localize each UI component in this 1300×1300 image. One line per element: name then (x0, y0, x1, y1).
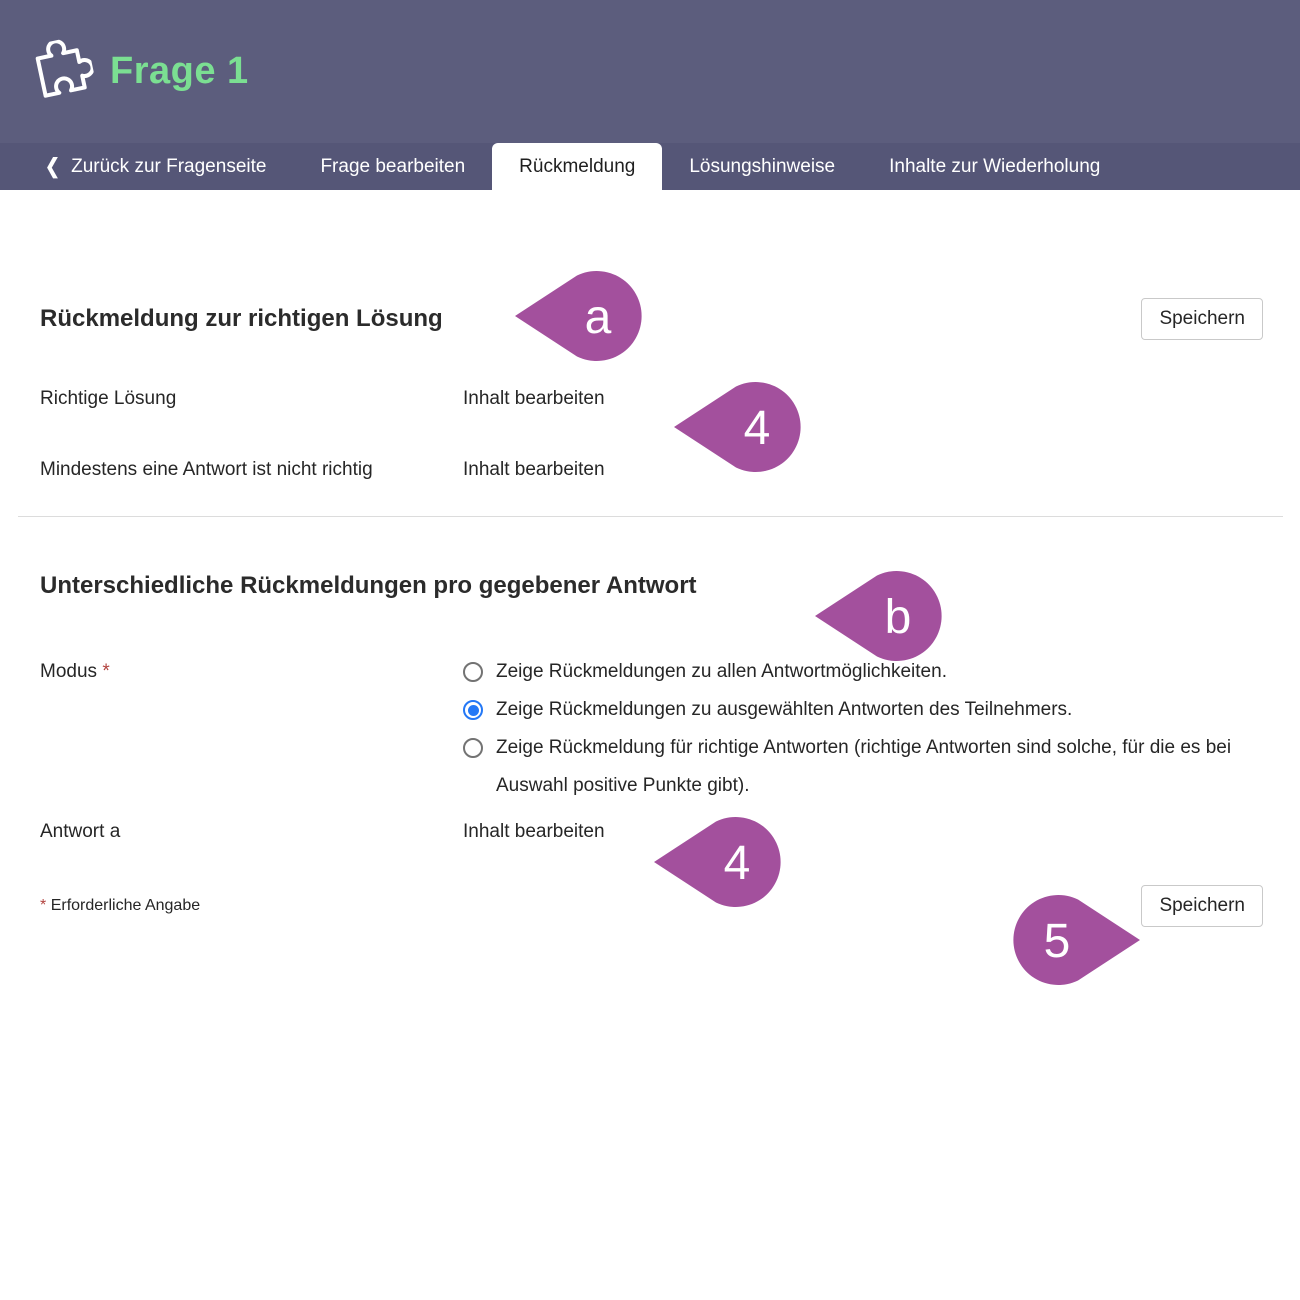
modus-row (40, 653, 1263, 805)
tab-loesungshinweise[interactable]: Lösungshinweise (689, 155, 836, 177)
edit-content-link-incorrect[interactable]: Inhalt bearbeiten (463, 459, 605, 480)
row-richtige-loesung (40, 384, 1263, 414)
save-button-bottom[interactable]: Speichern (1141, 885, 1263, 927)
radio-unselected[interactable] (463, 662, 483, 682)
save-button-top[interactable]: Speichern (1141, 298, 1263, 340)
correct-feedback-rows (40, 384, 1263, 485)
section-heading-correct-feedback: Rückmeldung zur richtigen Lösung (40, 305, 443, 332)
section-answer-feedback-header (40, 569, 1263, 603)
annotation-bubble-4-second (652, 817, 782, 907)
tab-frage-bearbeiten[interactable]: Frage bearbeiten (320, 155, 466, 177)
row-antwort-nicht-richtig (40, 455, 1263, 485)
option-label: Zeige Rückmeldung für richtige Antworten (richtige Antworten sind solche, für die es bei Auswahl positive Punkte gibt). (496, 737, 1232, 796)
main-content (0, 298, 1300, 927)
section-heading-answer-feedback: Unterschiedliche Rückmeldungen pro gegebener Antwort (40, 572, 697, 599)
tab-inhalte-zur-wiederholung[interactable]: Inhalte zur Wiederholung (889, 155, 1101, 177)
annotation-bubble-b (813, 571, 943, 661)
annotation-bubble-a (513, 271, 643, 361)
tab-bar (0, 143, 1300, 190)
row-label: Richtige Lösung (40, 388, 177, 409)
option-label: Zeige Rückmeldungen zu allen Antwortmöglichkeiten. (496, 661, 947, 682)
svg-text:4: 4 (743, 401, 771, 455)
option-ausgewaehlte-antworten[interactable] (463, 691, 1261, 729)
row-label: Mindestens eine Antwort ist nicht richtig (40, 459, 373, 480)
edit-content-link-antwort-a[interactable]: Inhalt bearbeiten (463, 821, 605, 842)
page-title: Frage 1 (110, 50, 249, 92)
radio-selected[interactable] (463, 700, 483, 720)
chevron-left-icon: ❮ (45, 154, 61, 178)
annotation-bubble-5 (1012, 895, 1142, 985)
svg-text:4: 4 (723, 836, 751, 890)
required-asterisk: * (102, 661, 110, 682)
edit-content-link-correct[interactable]: Inhalt bearbeiten (463, 388, 605, 409)
section-divider (18, 516, 1283, 517)
option-richtige-antworten[interactable] (463, 729, 1261, 805)
tab-back-label: Zurück zur Fragenseite (71, 155, 267, 177)
radio-unselected[interactable] (463, 738, 483, 758)
section-correct-feedback-header (40, 298, 1263, 340)
row-label: Antwort a (40, 821, 121, 842)
puzzle-icon (28, 32, 94, 112)
modus-options (463, 653, 1261, 805)
annotation-bubble-4-first (672, 382, 802, 472)
option-label: Zeige Rückmeldungen zu ausgewählten Antworten des Teilnehmers. (496, 699, 1073, 720)
svg-text:b: b (884, 590, 912, 644)
modus-label: Modus * (40, 661, 110, 682)
app-header (0, 0, 1300, 143)
required-footnote: * Erforderliche Angabe (40, 897, 201, 914)
svg-text:5: 5 (1043, 914, 1071, 968)
tab-back-to-question-page[interactable] (45, 143, 293, 190)
svg-text:a: a (584, 290, 612, 344)
tab-rueckmeldung[interactable]: Rückmeldung (492, 143, 662, 190)
required-asterisk: * (40, 897, 47, 914)
